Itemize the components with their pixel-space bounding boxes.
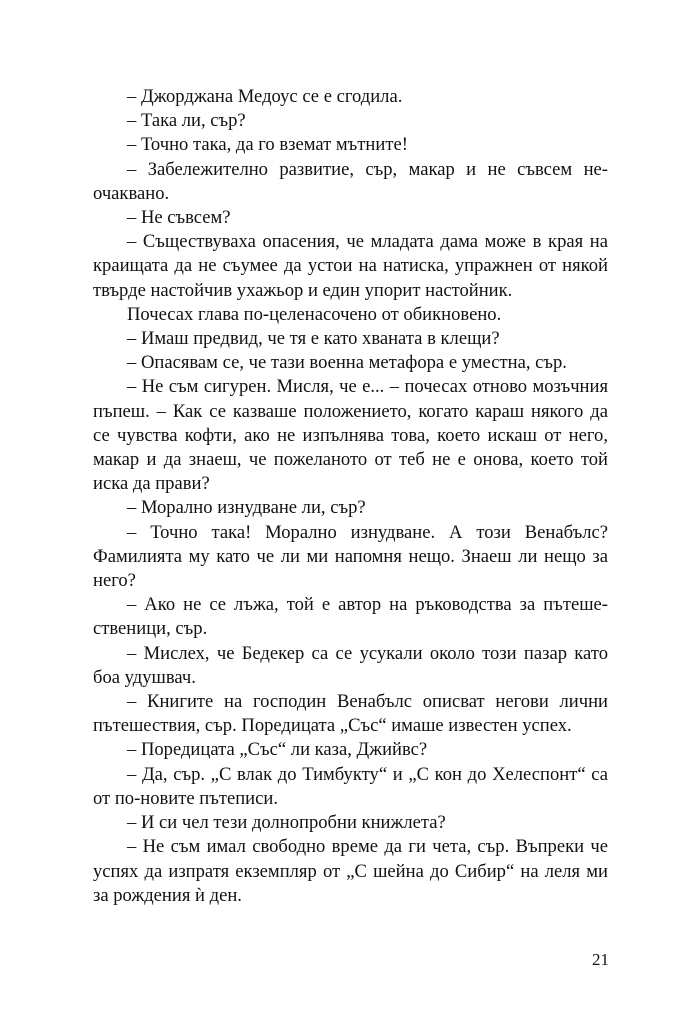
paragraph: – И си чел тези долнопробни книжлета? (127, 812, 446, 834)
body-text (93, 85, 608, 908)
paragraph: – Поредицата „Със“ ли каза, Джийвс? (127, 739, 428, 761)
paragraph: – Ако не се лъжа, той е автор на ръководства за пътешественици, сър. (93, 594, 608, 640)
paragraph: – Опасявам се, че тази военна метафора е уместна, сър. (127, 352, 567, 374)
paragraph: – Точно така, да го вземат мътните! (127, 134, 408, 156)
paragraph: – Точно така! Морално изнудване. А този Венабълс? Фамилията му като че ли ми напомня нещо. Знаеш ли нещо за него? (93, 521, 608, 592)
paragraph: – Имаш предвид, че тя е като хваната в клещи? (127, 328, 500, 350)
paragraph: – Мислех, че Бедекер са се усукали около този пазар като боа удушвач. (93, 642, 608, 688)
paragraph: – Да, сър. „С влак до Тимбукту“ и „С кон до Хелеспонт“ са от по-новите пътеписи. (93, 763, 608, 809)
paragraph: – Не съм сигурен. Мисля, че е... – почесах отново мозъчния пъпеш. – Как се казваше положението, когато караш някого да се чувства кофти, ако не изпълнява това, което искаш от него, макар и да знаеш, че пожеланото от теб не е онова, което той иска да прави? (93, 376, 608, 495)
paragraph: – Морално изнудване ли, сър? (127, 497, 366, 519)
paragraph: – Не съм имал свободно време да ги чета, сър. Въпреки че успях да изпратя екземпляр от „С шейна до Сибир“ на леля ми за рождения ѝ ден. (93, 836, 608, 906)
paragraph: Почесах глава по-целенасочено от обикновено. (127, 303, 502, 325)
paragraph: – Съществуваха опасения, че младата дама може в края на краищата да не съумее да устои на натиска, упражнен от някой твърде настойчив ухажьор и един упорит настойник. (93, 231, 608, 301)
paragraph: – Джорджана Медоус се е сгодила. (127, 86, 403, 107)
paragraph: – Книгите на господин Венабълс описват негови лични пътешествия, сър. Поредицата „Със“ имаше известен успех. (93, 691, 608, 737)
paragraph: – Забележително развитие, сър, макар и не съвсем неочаквано. (93, 158, 608, 204)
paragraph: – Така ли, сър? (127, 110, 246, 132)
page-number: 21 (592, 950, 609, 969)
paragraph: – Не съвсем? (127, 207, 231, 229)
